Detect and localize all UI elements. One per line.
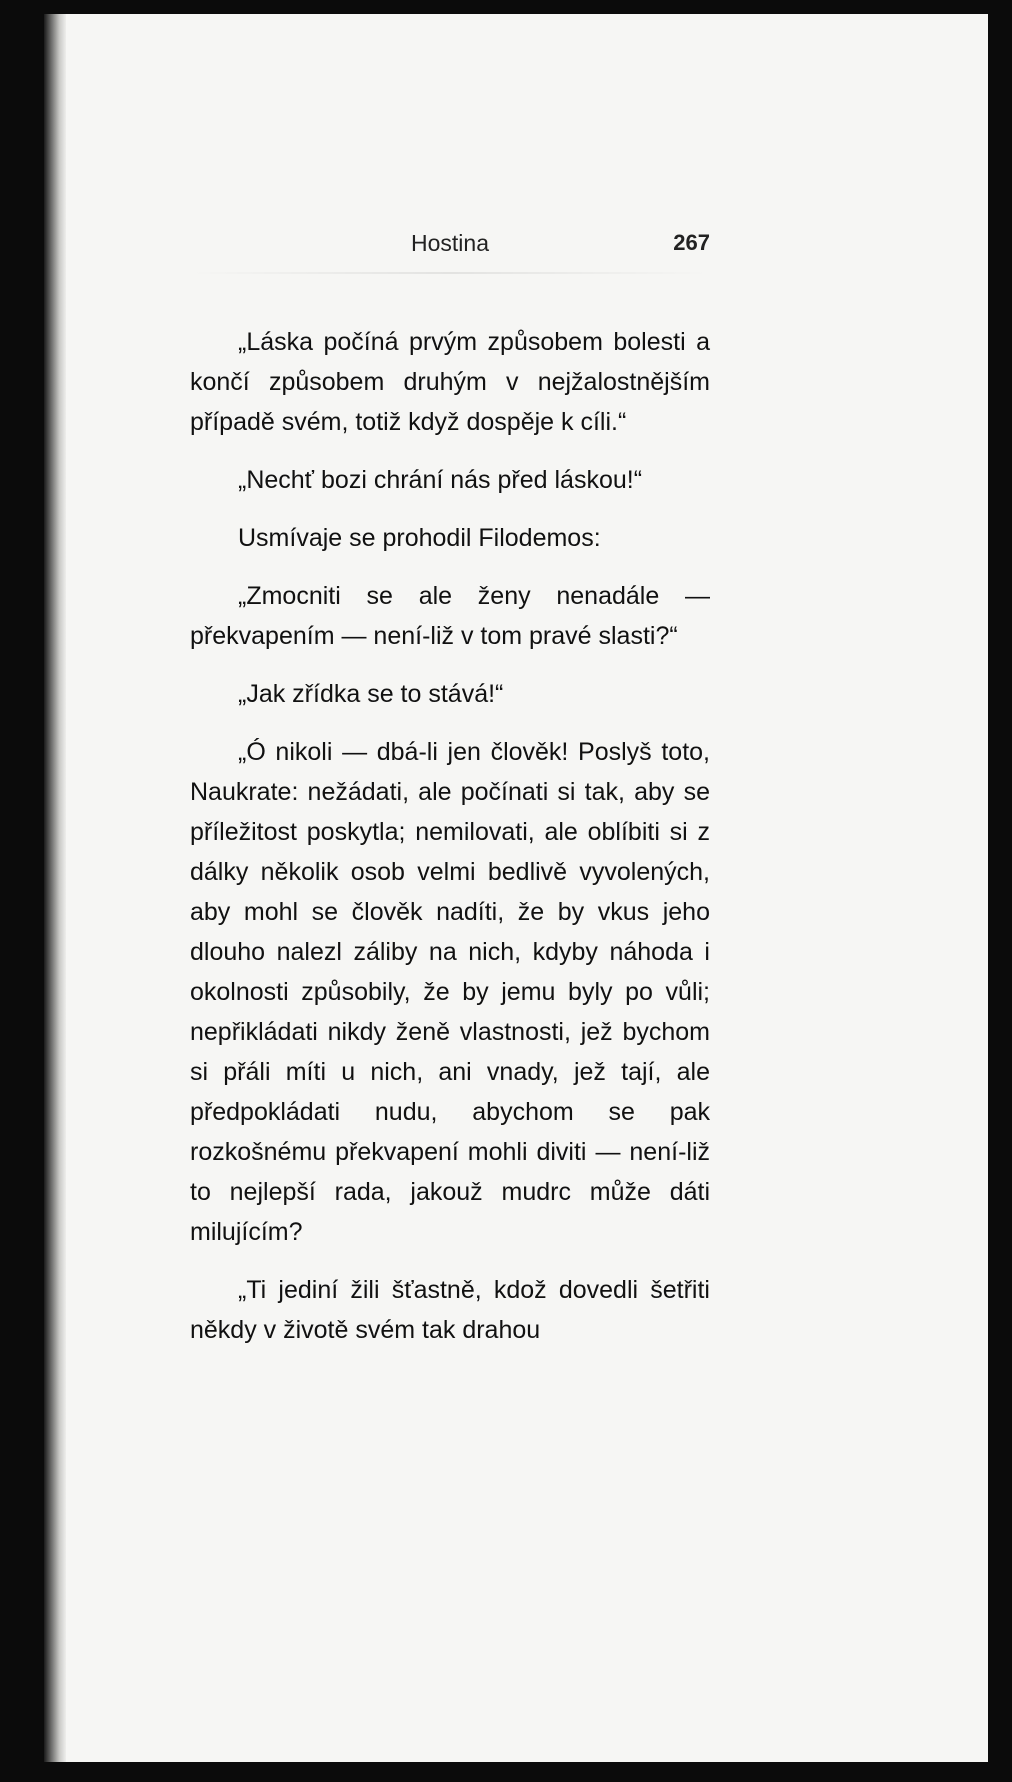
page-number: 267 — [673, 230, 710, 255]
paragraph: „Láska počíná prvým způsobem bolesti a končí způsobem druhým v nejžalostnějším případě svém, totiž když dospěje k cíli.“ — [190, 328, 710, 436]
paragraph: „Nechť bozi chrání nás před láskou!“ — [238, 466, 643, 494]
running-head: Hostina — [411, 230, 489, 256]
paragraph: „Ti jediní žili šťastně, kdož dovedli šetřiti někdy v životě svém tak drahou — [190, 1276, 710, 1344]
paragraph: „Ó nikoli — dbá-li jen člověk! Poslyš toto, Naukrate: nežádati, ale počínati si tak, aby se příležitost poskytla; nemilovati, ale oblíbiti si z dálky několik osob velmi bedlivě vyvolených, aby mohl se člověk nadíti, že by vkus jeho dlouho nalezl záliby na nich, kdyby náhoda i okolnosti způsobily, že by jemu byly po vůli; nepřikládati nikdy ženě vlastnosti, jež bychom si přáli míti u nich, ani vnady, jež tají, ale předpokládati nudu, abychom se pak rozkošnému překvapení mohli diviti — není-liž to nejlepší rada, jakouž mudrc může dáti milujícím? — [190, 738, 710, 1246]
body-text — [190, 322, 710, 1368]
paragraph: „Jak zřídka se to stává!“ — [238, 680, 504, 708]
header-rule — [190, 272, 710, 274]
paragraph: Usmívaje se prohodil Filodemos: — [238, 524, 601, 552]
paragraph: „Zmocniti se ale ženy nenadále — překvapením — není-liž v tom pravé slasti?“ — [190, 582, 710, 650]
page-header — [190, 220, 710, 260]
binding-shadow — [44, 14, 66, 1762]
